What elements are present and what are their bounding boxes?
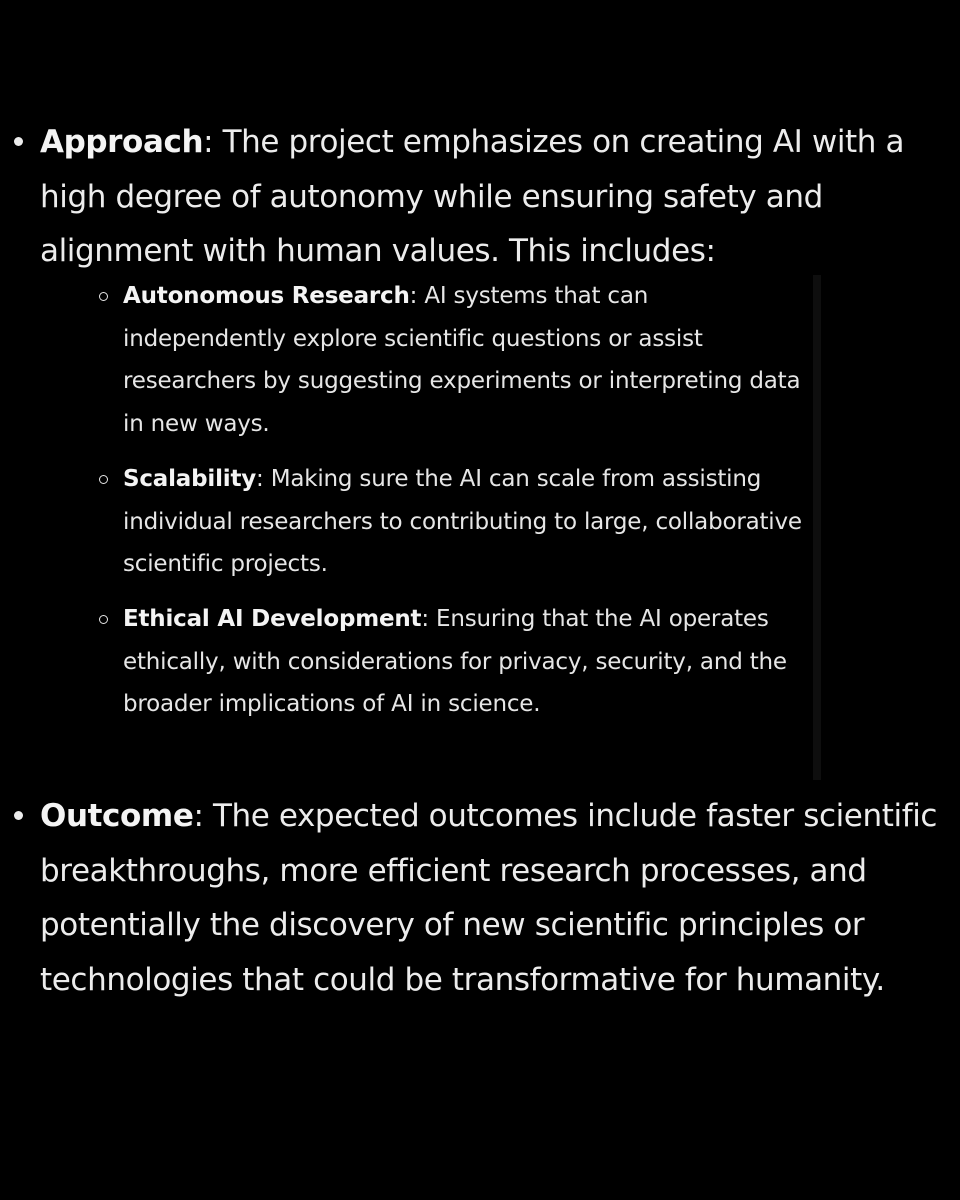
circle-bullet-icon — [99, 275, 113, 318]
sub-item-text: : Making sure the AI can scale from assisting individual researchers to contributing to large, collaborative scientific projects. — [123, 466, 802, 577]
sub-item-label: Autonomous Research — [123, 283, 410, 309]
sub-item-autonomous-research — [123, 275, 813, 445]
list-item-outcome — [40, 789, 952, 1007]
scrollbar-track — [813, 275, 821, 780]
sub-item-ethical-ai-development — [123, 598, 813, 726]
sub-item-label: Scalability — [123, 466, 257, 492]
sub-item-text: : AI systems that can independently explore scientific questions or assist researchers by suggesting experiments or interpreting data in new ways. — [123, 283, 801, 437]
item-label: Approach — [40, 124, 204, 160]
item-label: Outcome — [40, 798, 194, 834]
bullet-icon — [8, 115, 28, 170]
circle-bullet-icon — [99, 598, 113, 641]
sub-item-scalability — [123, 458, 813, 586]
item-text: : The expected outcomes include faster scientific breakthroughs, more efficient research processes, and potentially the discovery of new scientific principles or technologies that could be transformative for humanity. — [40, 798, 938, 998]
item-text: : The project emphasizes on creating AI with a high degree of autonomy while ensuring safety and alignment with human values. This includes: — [40, 124, 905, 269]
list-item-approach — [40, 115, 952, 279]
circle-bullet-icon — [99, 458, 113, 501]
sub-item-label: Ethical AI Development — [123, 606, 422, 632]
sub-item-text: : Ensuring that the AI operates ethically, with considerations for privacy, security, and the broader implications of AI in science. — [123, 606, 787, 717]
bullet-icon — [8, 789, 28, 844]
